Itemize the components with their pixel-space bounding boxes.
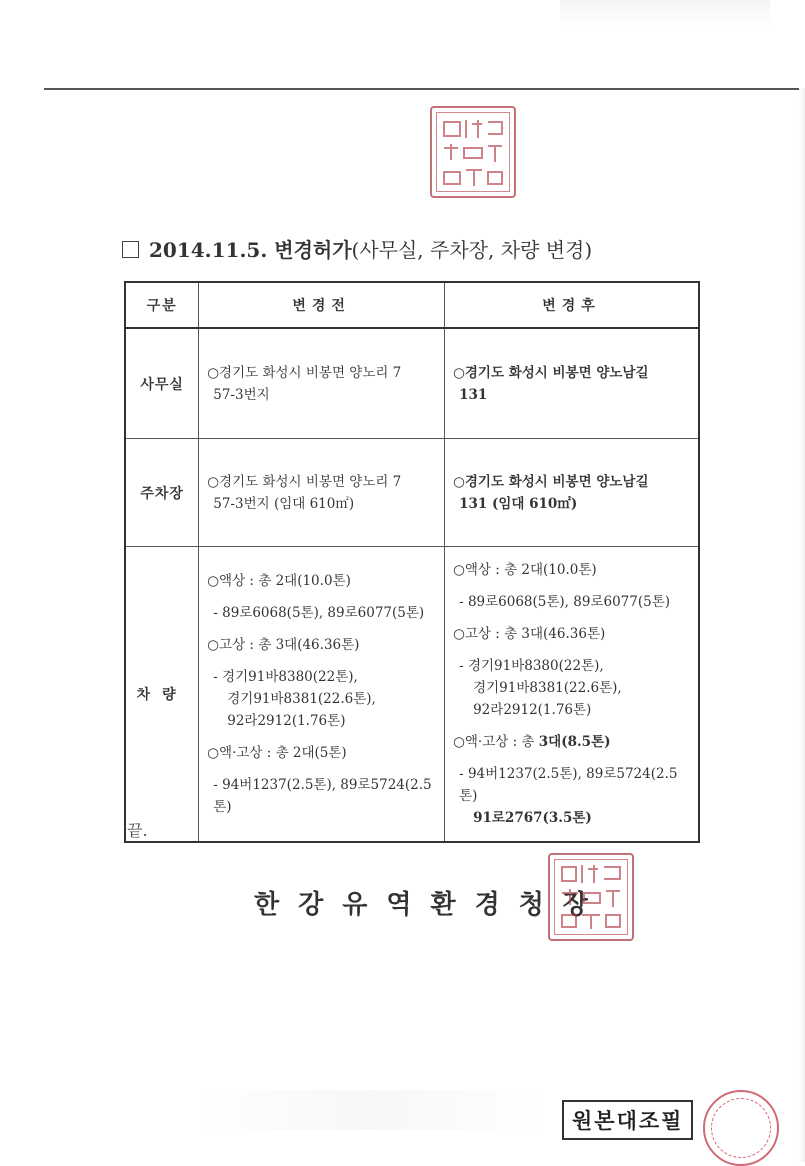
permit-change-table [124, 281, 700, 843]
heading-date-label: 2014.11.5. 변경허가 [149, 238, 352, 262]
vehicle-after-mixed-bold: 3대(8.5톤) [538, 734, 611, 750]
header-before: 변경전 [199, 282, 445, 328]
official-seal-top [430, 106, 516, 198]
category-parking: 주차장 [125, 439, 199, 547]
round-seal-icon [703, 1090, 779, 1166]
header-after: 변경후 [445, 282, 699, 328]
vehicle-before-mixed-item: - 94버1237(2.5톤), 89로5724(2.5톤) [213, 777, 432, 815]
vehicle-after-solid-item-2: 경기91바8381(22.6톤), [473, 680, 622, 696]
vehicle-before-cell [199, 547, 445, 843]
office-after-line-2: 131 [459, 386, 488, 403]
checkbox-square-icon [122, 241, 139, 258]
vehicle-after-mixed-prefix: ○액·고상 : 총 [453, 734, 539, 750]
table-row-vehicle [125, 547, 699, 843]
parking-before-cell [199, 439, 445, 547]
page-edge-shadow [799, 88, 805, 1162]
category-office: 사무실 [125, 328, 199, 439]
seal-glyph-pattern [432, 108, 514, 196]
vehicle-before-mixed: ○액·고상 : 총 2대(5톤) [207, 745, 347, 761]
vehicle-after-mixed-added: 91로2767(3.5톤) [473, 810, 592, 826]
parking-after-line-2: 131 (임대 610㎡) [459, 495, 578, 512]
table-row-parking [125, 439, 699, 547]
vehicle-after-liquid: ○액상 : 총 2대(10.0톤) [453, 562, 597, 578]
office-before-cell [199, 328, 445, 439]
vehicle-after-solid: ○고상 : 총 3대(46.36톤) [453, 626, 606, 642]
parking-before-line-1: ○경기도 화성시 비봉면 양노리 7 [207, 473, 402, 490]
issuer-name: 한강유역환경청장 [254, 890, 607, 920]
seal-glyph-pattern-bottom [550, 855, 632, 939]
table-row-office [125, 328, 699, 439]
table-header-row [125, 282, 699, 328]
vehicle-after-liquid-item: - 89로6068(5톤), 89로6077(5톤) [459, 594, 671, 610]
office-before-line-2: 57-3번지 [213, 386, 270, 403]
page-edge-line [44, 88, 805, 90]
category-vehicle: 차량 [125, 547, 199, 843]
vehicle-before-solid-item-1: - 경기91바8380(22톤), [213, 669, 358, 685]
parking-after-cell [445, 439, 699, 547]
vehicle-after-mixed [453, 731, 694, 753]
header-category: 구분 [125, 282, 199, 328]
vehicle-before-liquid: ○액상 : 총 2대(10.0톤) [207, 573, 351, 589]
vehicle-before-solid-item-3: 92라2912(1.76톤) [227, 713, 346, 729]
heading-detail: (사무실, 주차장, 차량 변경) [351, 238, 593, 262]
scan-artifact-top [560, 0, 770, 26]
vehicle-after-solid-item-1: - 경기91바8380(22톤), [459, 658, 604, 674]
vehicle-after-solid-item-3: 92라2912(1.76톤) [473, 702, 592, 718]
office-after-cell [445, 328, 699, 439]
end-mark: 끝. [127, 821, 148, 840]
office-after-line-1: ○경기도 화성시 비봉면 양노남길 [453, 364, 649, 381]
section-heading [122, 234, 592, 263]
certified-copy-stamp: 원본대조필 [562, 1100, 693, 1140]
office-before-line-1: ○경기도 화성시 비봉면 양노리 7 [207, 364, 402, 381]
scan-artifact-bottom [190, 1090, 550, 1130]
vehicle-before-solid: ○고상 : 총 3대(46.36톤) [207, 637, 360, 653]
vehicle-after-mixed-item: - 94버1237(2.5톤), 89로5724(2.5톤) [459, 766, 678, 804]
vehicle-after-cell [445, 547, 699, 843]
parking-before-line-2: 57-3번지 (임대 610㎡) [213, 495, 355, 512]
parking-after-line-1: ○경기도 화성시 비봉면 양노남길 [453, 473, 649, 490]
vehicle-before-solid-item-2: 경기91바8381(22.6톤), [227, 691, 376, 707]
vehicle-before-liquid-item: - 89로6068(5톤), 89로6077(5톤) [213, 605, 425, 621]
official-seal-bottom [548, 853, 634, 941]
